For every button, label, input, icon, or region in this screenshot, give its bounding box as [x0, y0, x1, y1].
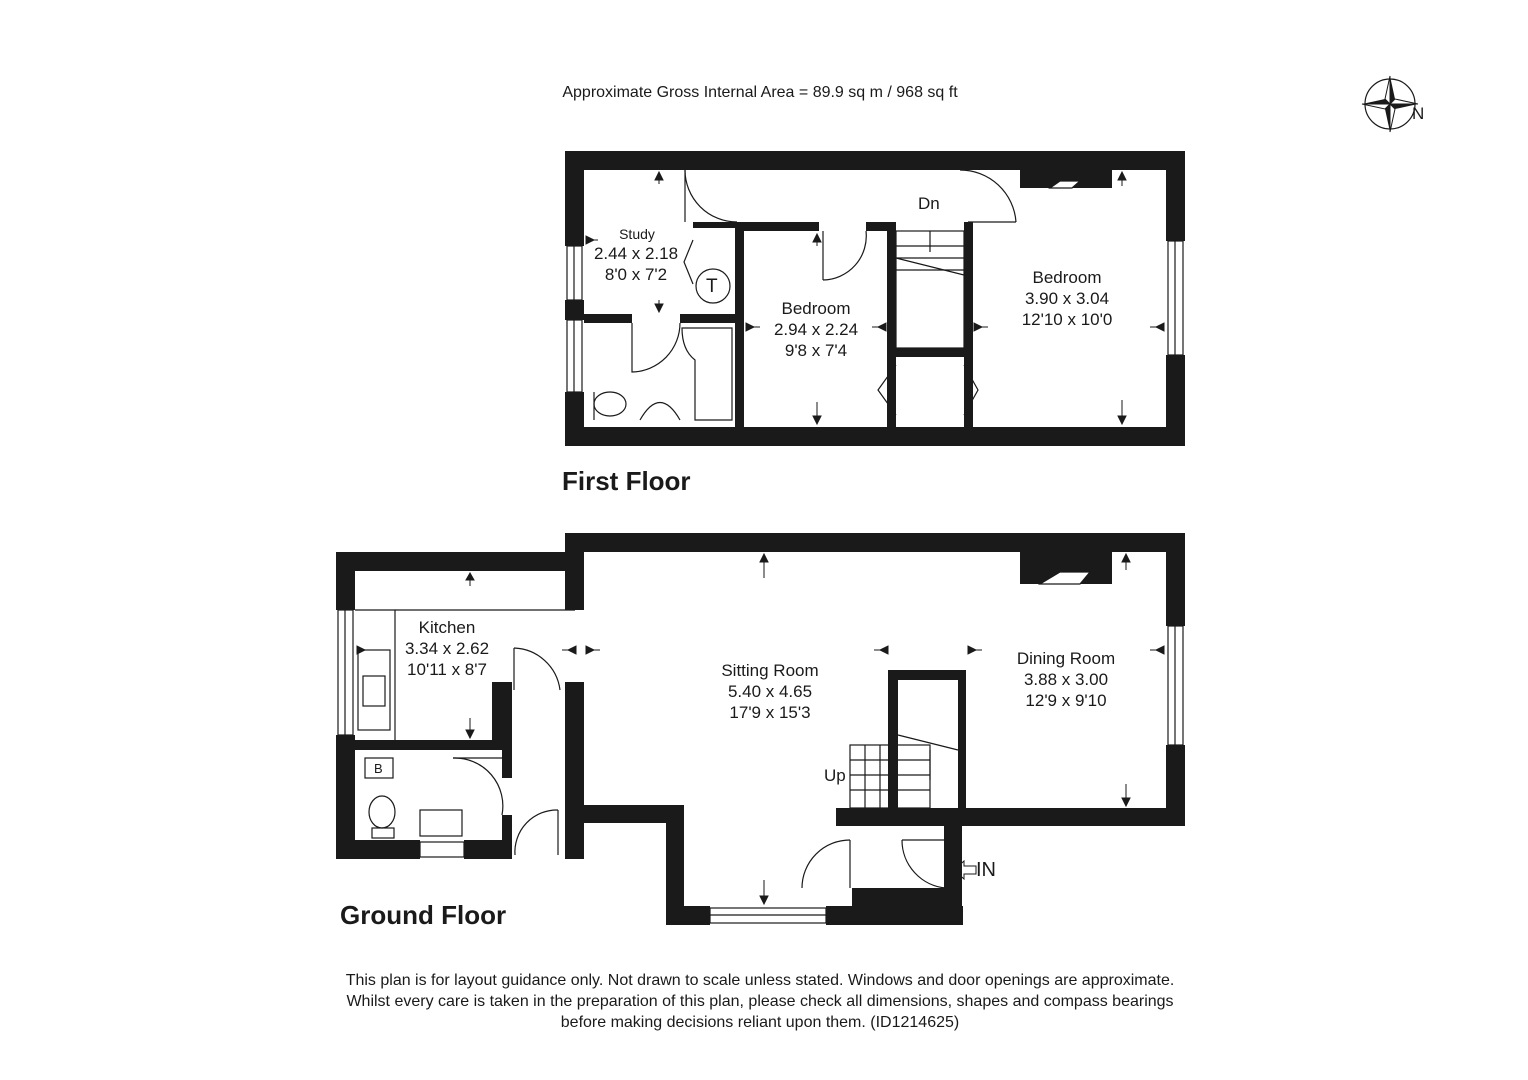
stairs-up-label: Up: [824, 766, 846, 785]
room-imperial: 17'9 x 15'3: [729, 703, 811, 722]
disclaimer-line: Whilst every care is taken in the preparation of this plan, please check all dimensions, shapes and compass bearings: [346, 993, 1174, 1010]
room-metric: 3.88 x 3.00: [1023, 670, 1109, 689]
room-name: Bedroom: [1032, 268, 1102, 287]
room-metric: 2.44 x 2.18: [593, 244, 679, 263]
disclaimer-line: before making decisions reliant upon them. (ID1214625): [560, 1014, 960, 1031]
gross-area-text: Approximate Gross Internal Area = 89.9 sq m / 968 sq ft: [562, 84, 958, 101]
room-metric: 2.94 x 2.24: [773, 320, 859, 339]
room-imperial: 9'8 x 7'4: [784, 341, 848, 360]
cylinder-cupboard-label: T: [706, 276, 718, 297]
room-metric: 5.40 x 4.65: [727, 682, 813, 701]
room-name: Sitting Room: [721, 661, 819, 680]
room-metric: 3.34 x 2.62: [404, 639, 490, 658]
room-label-dining-room: [1000, 648, 1132, 711]
room-name: Bedroom: [781, 299, 851, 318]
room-label-bedroom-small: [750, 298, 882, 361]
entrance-label: IN: [976, 859, 996, 881]
first-floor-title: First Floor: [562, 466, 691, 496]
disclaimer: [0, 970, 1520, 1033]
room-dimensions-study: [584, 243, 688, 285]
room-metric: 3.90 x 3.04: [1024, 289, 1110, 308]
room-label-bedroom-large: [1002, 267, 1132, 330]
boiler-label: B: [374, 761, 383, 776]
ground-floor-walls: [336, 533, 1185, 925]
room-label-kitchen: [392, 617, 502, 680]
room-label-sitting-room: [700, 660, 840, 723]
compass-north-label: N: [1412, 104, 1425, 123]
room-label-study: [590, 225, 684, 243]
room-imperial: 12'10 x 10'0: [1021, 310, 1113, 329]
ground-floor-title: Ground Floor: [340, 900, 507, 930]
room-imperial: 12'9 x 9'10: [1025, 691, 1107, 710]
room-imperial: 8'0 x 7'2: [604, 265, 668, 284]
room-name: Study: [619, 226, 655, 242]
disclaimer-line: This plan is for layout guidance only. Not drawn to scale unless stated. Windows and door openings are approximate.: [345, 972, 1175, 989]
room-name: Dining Room: [1016, 649, 1116, 668]
stairs-down-label: Dn: [918, 194, 940, 213]
room-name: Kitchen: [418, 618, 476, 637]
room-imperial: 10'11 x 8'7: [407, 660, 487, 679]
